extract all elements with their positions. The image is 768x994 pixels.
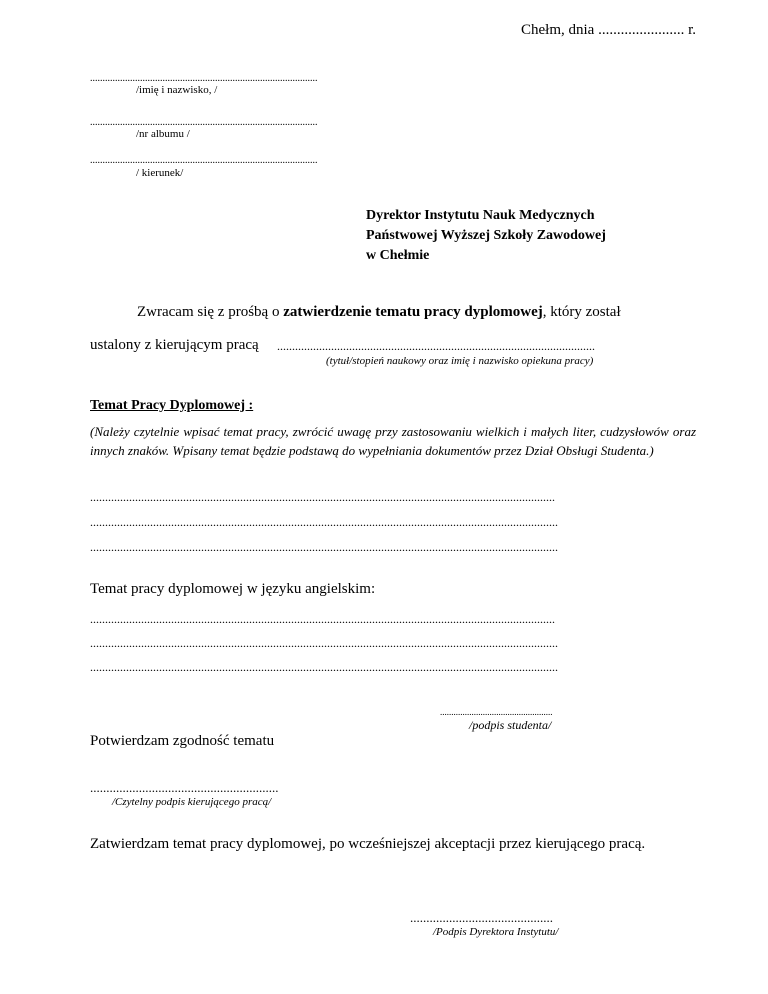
topic-english-line-3: ............................................................................................................................................................ — [90, 660, 558, 674]
album-number-field-line: ........................................................................................... — [90, 117, 318, 128]
topic-line-1: ........................................................................................................................................................... — [90, 490, 555, 504]
course-field-line: ........................................................................................... — [90, 155, 318, 166]
supervisor-caption: (tytuł/stopień naukowy oraz imię i nazwisko opiekuna pracy) — [326, 355, 594, 367]
student-signature-line: .................................................. — [440, 707, 553, 717]
supervisor-signature-caption: /Czytelny podpis kierującego pracą/ — [112, 796, 272, 808]
request-text-start: Zwracam się z prośbą o — [137, 304, 284, 320]
director-signature-caption: /Podpis Dyrektora Instytutu/ — [433, 926, 559, 938]
name-field-caption: /imię i nazwisko, / — [136, 84, 218, 96]
confirmation-label: Potwierdzam zgodność tematu — [90, 733, 275, 749]
addressee-line-1: Dyrektor Instytutu Nauk Medycznych — [366, 208, 595, 223]
request-line-1 — [137, 304, 621, 321]
request-text-end: , który został — [542, 304, 621, 320]
topic-line-2: ............................................................................................................................................................ — [90, 515, 558, 529]
request-text-bold: zatwierdzenie tematu pracy dyplomowej — [283, 304, 543, 320]
supervisor-line: .......................................................................................................... — [277, 339, 595, 353]
topic-english-line-1: ........................................................................................................................................................... — [90, 612, 555, 626]
topic-english-label: Temat pracy dyplomowej w języku angielskim: — [90, 581, 376, 597]
request-line-2-label: ustalony z kierującym pracą — [90, 337, 259, 353]
place-date: Chełm, dnia ....................... r. — [521, 22, 696, 38]
topic-line-3: ............................................................................................................................................................ — [90, 540, 558, 554]
topic-english-line-2: ............................................................................................................................................................ — [90, 636, 558, 650]
supervisor-signature-line: .......................................................... — [90, 780, 279, 795]
approval-label: Zatwierdzam temat pracy dyplomowej, po wcześniejszej akceptacji przez kierującego pracą. — [90, 836, 646, 852]
addressee-line-2: Państwowej Wyższej Szkoły Zawodowej — [366, 228, 606, 243]
album-number-field-caption: /nr albumu / — [136, 128, 190, 140]
topic-heading: Temat Pracy Dyplomowej : — [90, 398, 254, 413]
student-signature-caption: /podpis studenta/ — [469, 718, 552, 732]
course-field-caption: / kierunek/ — [136, 167, 184, 179]
name-field-line: ........................................................................................... — [90, 73, 318, 84]
topic-instruction: (Należy czytelnie wpisać temat pracy, zwrócić uwagę przy zastosowaniu wielkich i małych liter, cudzysłowów oraz innych znaków. Wpisany temat będzie podstawą do wypełniania dokumentów przez Dział Obsługi Studenta.) — [90, 424, 696, 458]
addressee-line-3: w Chełmie — [366, 248, 430, 263]
director-signature-line: ............................................ — [410, 910, 553, 925]
